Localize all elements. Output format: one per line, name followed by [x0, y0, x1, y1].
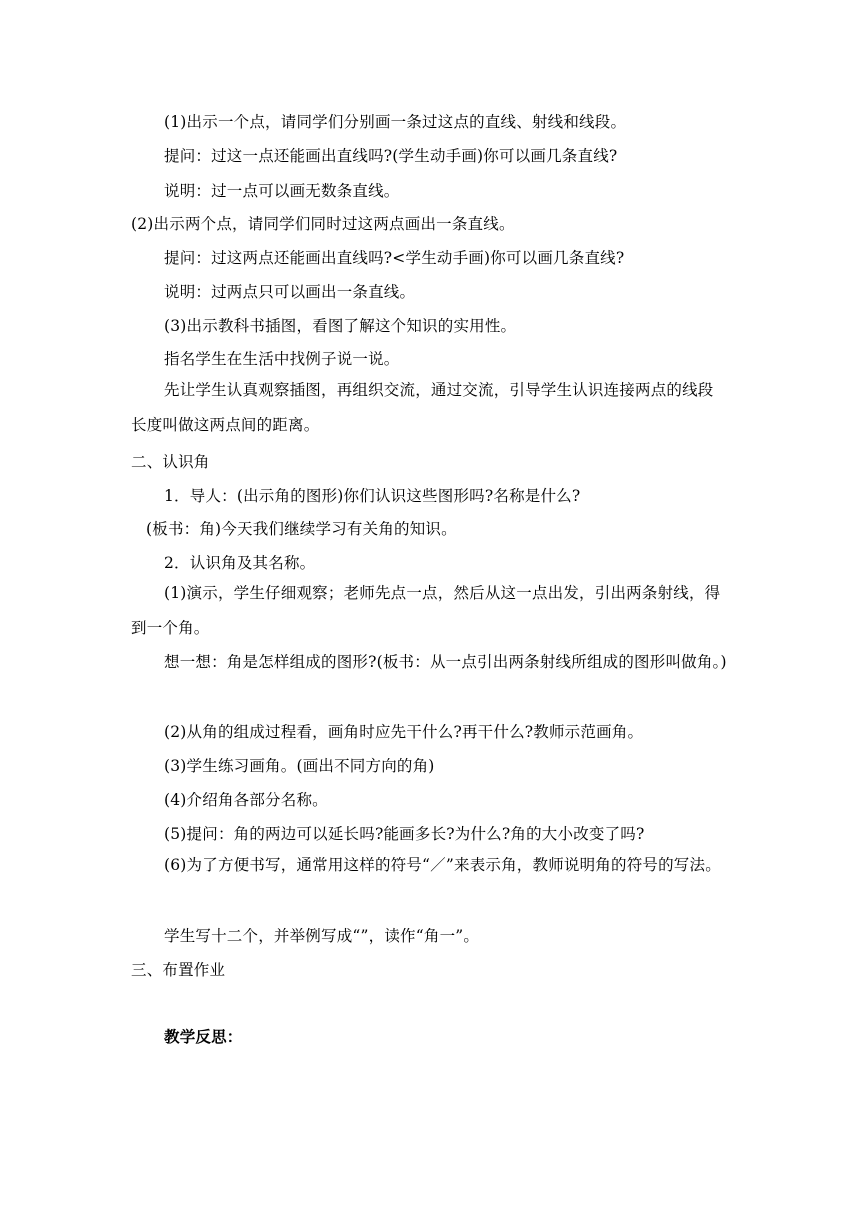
paragraph-line: (5)提问：角的两边可以延长吗?能画多长?为什么?角的大小改变了吗? [164, 825, 645, 843]
paragraph-line: 学生写十二个，并举例写成“”，读作“角一”。 [164, 927, 480, 945]
section-heading: 三、布置作业 [131, 961, 226, 979]
paragraph-line: 1．导人：(出示角的图形)你们认识这些图形吗?名称是什么? [164, 487, 581, 505]
reflection-heading: 教学反思： [164, 1027, 243, 1046]
paragraph-line: (3)出示教科书插图，看图了解这个知识的实用性。 [164, 317, 517, 335]
paragraph-line: 提问：过这两点还能画出直线吗?<学生动手画)你可以画几条直线? [164, 249, 625, 267]
paragraph-line: 说明：过一点可以画无数条直线。 [164, 182, 400, 200]
paragraph-line: 2．认识角及其名称。 [164, 554, 316, 572]
paragraph-wrapped: 先让学生认真观察插图，再组织交流，通过交流，引导学生认识连接两点的线段长度叫做这两点间的距离。 [131, 381, 714, 434]
paragraph-line: (2)从角的组成过程看，画角时应先干什么?再干什么?教师示范画角。 [164, 723, 644, 741]
paragraph-line: 指名学生在生活中找例子说一说。 [164, 350, 400, 368]
paragraph-line: (2)出示两个点，请同学们同时过这两点画出一条直线。 [131, 215, 515, 233]
paragraph-wrapped: (6)为了方便书写，通常用这样的符号“／”来表示角，教师说明角的符号的写法。 [164, 856, 721, 874]
paragraph-line: (3)学生练习画角。(画出不同方向的角) [164, 757, 435, 775]
paragraph-line: 提问：过这一点还能画出直线吗?(学生动手画)你可以画几条直线? [164, 147, 618, 165]
paragraph-line: (1)出示一个点，请同学们分别画一条过这点的直线、射线和线段。 [164, 113, 627, 131]
section-heading: 二、认识角 [131, 453, 210, 471]
paragraph-wrapped: (1)演示，学生仔细观察；老师先点一点，然后从这一点出发，引出两条射线，得到一个角。 [131, 584, 721, 637]
paragraph-line: (板书：角)今天我们继续学习有关角的知识。 [146, 520, 457, 538]
paragraph-line: (4)介绍角各部分名称。 [164, 791, 328, 809]
paragraph-wrapped: 想一想：角是怎样组成的图形?(板书：从一点引出两条射线所组成的图形叫做角。) [164, 653, 727, 671]
paragraph-line: 说明：过两点只可以画出一条直线。 [164, 283, 416, 301]
